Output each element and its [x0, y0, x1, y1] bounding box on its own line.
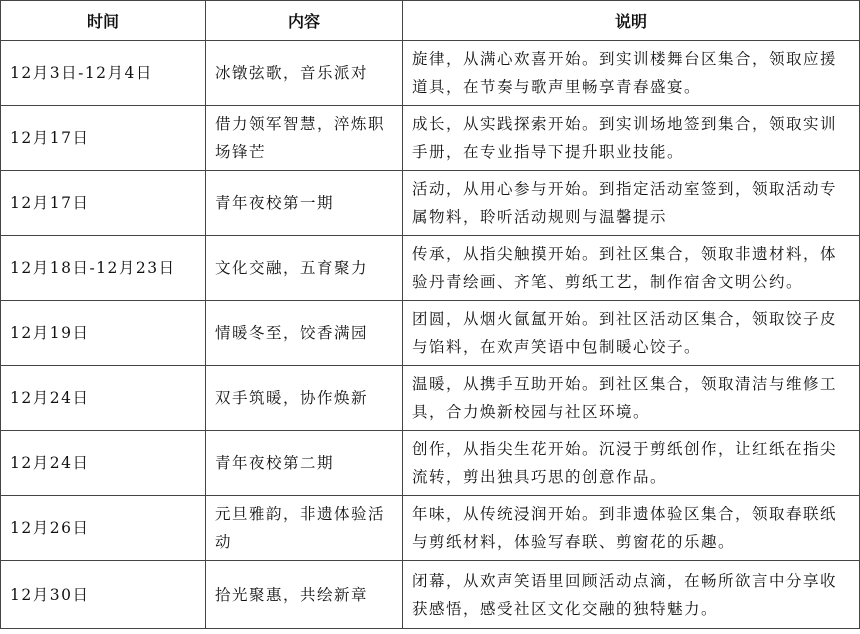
- cell-time: 12月3日-12月4日: [1, 41, 206, 106]
- cell-content: 情暖冬至，饺香满园: [206, 301, 403, 366]
- cell-content: 借力领军智慧，淬炼职场锋芒: [206, 106, 403, 171]
- cell-desc: 旋律，从满心欢喜开始。到实训楼舞台区集合，领取应援道具，在节奏与歌声里畅享青春盛宴。: [403, 41, 860, 106]
- cell-time: 12月26日: [1, 496, 206, 561]
- cell-time: 12月24日: [1, 366, 206, 431]
- cell-time: 12月18日-12月23日: [1, 236, 206, 301]
- header-content: 内容: [206, 1, 403, 41]
- cell-desc: 成长，从实践探索开始。到实训场地签到集合，领取实训手册，在专业指导下提升职业技能。: [403, 106, 860, 171]
- table-row: [1, 366, 860, 431]
- cell-content: 元旦雅韵，非遗体验活动: [206, 496, 403, 561]
- header-row: [1, 1, 860, 41]
- cell-desc: 闭幕，从欢声笑语里回顾活动点滴，在畅所欲言中分享收获感悟，感受社区文化交融的独特魅力。: [403, 561, 860, 629]
- cell-desc: 活动，从用心参与开始。到指定活动室签到，领取活动专属物料，聆听活动规则与温馨提示: [403, 171, 860, 236]
- cell-desc: 创作，从指尖生花开始。沉浸于剪纸创作，让红纸在指尖流转，剪出独具巧思的创意作品。: [403, 431, 860, 496]
- cell-time: 12月17日: [1, 106, 206, 171]
- cell-content: 文化交融，五育聚力: [206, 236, 403, 301]
- table-row: [1, 431, 860, 496]
- cell-desc: 传承，从指尖触摸开始。到社区集合，领取非遗材料，体验丹青绘画、齐笔、剪纸工艺，制作宿舍文明公约。: [403, 236, 860, 301]
- header-desc: 说明: [403, 1, 860, 41]
- cell-desc: 团圆，从烟火氤氲开始。到社区活动区集合，领取饺子皮与馅料，在欢声笑语中包制暖心饺子。: [403, 301, 860, 366]
- cell-time: 12月24日: [1, 431, 206, 496]
- cell-content: 拾光聚惠，共绘新章: [206, 561, 403, 629]
- cell-desc: 温暖，从携手互助开始。到社区集合，领取清洁与维修工具，合力焕新校园与社区环境。: [403, 366, 860, 431]
- cell-content: 青年夜校第二期: [206, 431, 403, 496]
- cell-content: 冰镦弦歌，音乐派对: [206, 41, 403, 106]
- cell-time: 12月19日: [1, 301, 206, 366]
- cell-time: 12月30日: [1, 561, 206, 629]
- table-row: [1, 561, 860, 629]
- table-row: [1, 301, 860, 366]
- cell-content: 青年夜校第一期: [206, 171, 403, 236]
- header-time: 时间: [1, 1, 206, 41]
- table-row: [1, 496, 860, 561]
- cell-time: 12月17日: [1, 171, 206, 236]
- table-row: [1, 106, 860, 171]
- cell-desc: 年味，从传统浸润开始。到非遗体验区集合，领取春联纸与剪纸材料，体验写春联、剪窗花的乐趣。: [403, 496, 860, 561]
- cell-content: 双手筑暖，协作焕新: [206, 366, 403, 431]
- table-row: [1, 41, 860, 106]
- table-row: [1, 236, 860, 301]
- table-row: [1, 171, 860, 236]
